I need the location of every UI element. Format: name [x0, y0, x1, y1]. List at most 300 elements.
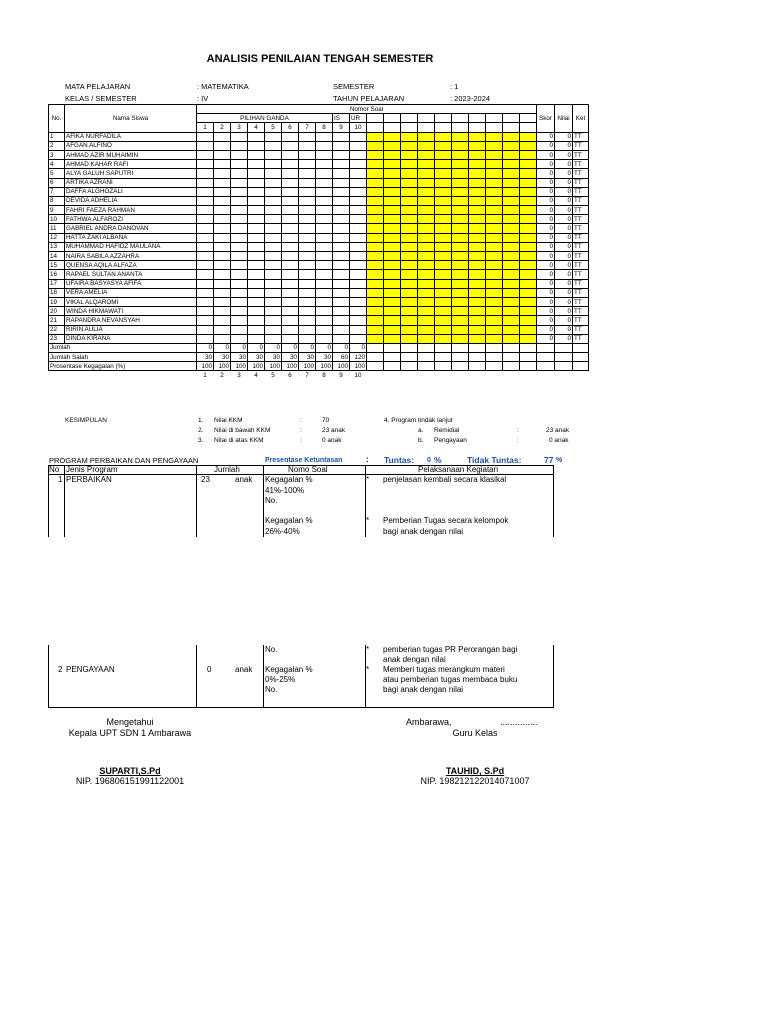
prosentase-row-value: 100: [214, 362, 231, 371]
prosentase-row-value: 100: [299, 362, 316, 371]
answer-cell-yellow: [520, 270, 537, 279]
student-row: [49, 141, 589, 150]
empty-cell: [537, 353, 555, 362]
student-nilai: 0: [555, 169, 573, 178]
jumlah-salah-row-value: 30: [299, 353, 316, 362]
answer-cell: [316, 169, 333, 178]
answer-cell-yellow: [418, 196, 435, 205]
answer-cell-yellow: [469, 169, 486, 178]
answer-cell-yellow: [401, 288, 418, 297]
answer-cell: [231, 215, 248, 224]
answer-cell: [248, 325, 265, 334]
pengayaan-kegiatan-0b: anak dengan nilai: [383, 655, 446, 664]
answer-cell: [299, 242, 316, 251]
skor-header: Skor: [537, 105, 555, 133]
answer-cell-yellow: [520, 242, 537, 251]
kesimpulan-item-value: 23 anak: [322, 427, 346, 434]
answer-cell: [265, 242, 282, 251]
empty-cell: [555, 362, 573, 371]
answer-cell: [214, 160, 231, 169]
answer-cell: [265, 169, 282, 178]
answer-cell: [248, 150, 265, 159]
answer-cell-yellow: [435, 233, 452, 242]
answer-cell: [197, 334, 214, 343]
answer-cell: [316, 141, 333, 150]
student-ket: TT: [573, 132, 589, 141]
empty-cell: [418, 123, 435, 132]
answer-cell-yellow: [469, 261, 486, 270]
answer-cell-yellow: [452, 233, 469, 242]
answer-cell: [299, 307, 316, 316]
answer-cell-yellow: [435, 316, 452, 325]
answer-cell: [282, 252, 299, 261]
answer-cell: [248, 288, 265, 297]
student-nilai: 0: [555, 150, 573, 159]
answer-cell: [316, 297, 333, 306]
answer-cell-yellow: [452, 242, 469, 251]
answer-cell-yellow: [486, 187, 503, 196]
answer-cell: [265, 288, 282, 297]
answer-cell-yellow: [401, 242, 418, 251]
student-row: [49, 261, 589, 270]
jumlah-salah-row-value: 30: [214, 353, 231, 362]
student-skor: 0: [537, 178, 555, 187]
answer-cell: [299, 224, 316, 233]
answer-cell: [197, 325, 214, 334]
student-skor: 0: [537, 307, 555, 316]
student-skor: 0: [537, 261, 555, 270]
answer-cell-yellow: [486, 196, 503, 205]
student-nilai: 0: [555, 206, 573, 215]
answer-cell-yellow: [401, 334, 418, 343]
answer-cell-yellow: [367, 187, 384, 196]
prosentase-row-value: 100: [316, 362, 333, 371]
answer-cell: [350, 242, 367, 251]
student-nilai: 0: [555, 242, 573, 251]
empty-cell: [469, 343, 486, 352]
student-ket: TT: [573, 307, 589, 316]
answer-cell: [231, 132, 248, 141]
student-row: [49, 334, 589, 343]
student-ket: TT: [573, 169, 589, 178]
kesimpulan-item-colon: :: [300, 417, 302, 424]
answer-cell-yellow: [469, 160, 486, 169]
answer-cell-yellow: [520, 178, 537, 187]
empty-cell: [520, 353, 537, 362]
answer-cell-yellow: [367, 178, 384, 187]
answer-cell: [231, 252, 248, 261]
answer-cell: [214, 242, 231, 251]
answer-cell: [265, 334, 282, 343]
student-no: 1: [49, 132, 65, 141]
answer-cell: [231, 160, 248, 169]
answer-cell-yellow: [384, 141, 401, 150]
answer-cell-yellow: [367, 316, 384, 325]
empty-cell: [503, 343, 520, 352]
student-name: AFGAN ALFINO: [65, 141, 197, 150]
kesimpulan-item-colon: :: [300, 437, 302, 444]
answer-cell: [316, 187, 333, 196]
answer-cell-yellow: [503, 252, 520, 261]
answer-cell: [282, 242, 299, 251]
student-row: [49, 224, 589, 233]
student-nilai: 0: [555, 334, 573, 343]
kesimpulan-item-value: 0 anak: [322, 437, 342, 444]
answer-cell-yellow: [435, 187, 452, 196]
student-no: 9: [49, 206, 65, 215]
prosentase-row-value: 100: [282, 362, 299, 371]
answer-cell: [350, 334, 367, 343]
answer-cell: [231, 169, 248, 178]
answer-cell: [316, 316, 333, 325]
answer-cell: [333, 242, 350, 251]
student-name: QUENSA AQILA ALFAZA: [65, 261, 197, 270]
kepala-name: SUPARTI,S.Pd: [99, 766, 161, 776]
answer-cell: [350, 206, 367, 215]
answer-cell-yellow: [384, 242, 401, 251]
nilai-header: Nilai: [555, 105, 573, 133]
answer-cell-yellow: [469, 187, 486, 196]
tidak-tuntas-label: Tidak Tuntas:: [467, 455, 522, 465]
empty-cell: [486, 343, 503, 352]
perbaikan-no: 1: [58, 475, 63, 484]
answer-cell-yellow: [469, 224, 486, 233]
student-no: 3: [49, 150, 65, 159]
answer-cell-yellow: [401, 141, 418, 150]
answer-cell-yellow: [418, 178, 435, 187]
answer-cell-yellow: [418, 160, 435, 169]
answer-cell: [197, 261, 214, 270]
question-number: 3: [231, 123, 248, 132]
answer-cell: [265, 224, 282, 233]
answer-cell-yellow: [435, 297, 452, 306]
answer-cell-yellow: [384, 132, 401, 141]
student-row: [49, 288, 589, 297]
answer-cell: [214, 316, 231, 325]
tuntas-value: 0: [427, 457, 431, 464]
student-ket: TT: [573, 196, 589, 205]
answer-cell: [333, 141, 350, 150]
answer-cell-yellow: [520, 261, 537, 270]
perbaikan-soal-1: Kegagalan %: [265, 475, 313, 484]
answer-cell: [265, 150, 282, 159]
answer-cell: [265, 206, 282, 215]
answer-cell: [316, 261, 333, 270]
answer-cell-yellow: [401, 169, 418, 178]
guru-name: TAUHID, S.Pd: [445, 766, 505, 776]
student-name: DINDA KIRANA: [65, 334, 197, 343]
pengayaan-soal-no-top: No.: [265, 645, 278, 654]
answer-cell: [265, 160, 282, 169]
kelas-value: : IV: [197, 94, 209, 103]
answer-cell: [197, 150, 214, 159]
answer-cell-yellow: [418, 132, 435, 141]
answer-cell-yellow: [435, 206, 452, 215]
answer-cell: [333, 261, 350, 270]
answer-cell-yellow: [435, 196, 452, 205]
answer-cell: [197, 279, 214, 288]
answer-cell-yellow: [435, 160, 452, 169]
empty-cell: [401, 353, 418, 362]
answer-cell: [316, 150, 333, 159]
answer-cell: [214, 279, 231, 288]
answer-cell: [248, 297, 265, 306]
answer-cell-yellow: [367, 334, 384, 343]
nama-header: Nama Siswa: [65, 105, 197, 133]
answer-cell-yellow: [418, 215, 435, 224]
answer-cell: [299, 141, 316, 150]
student-skor: 0: [537, 150, 555, 159]
answer-cell-yellow: [367, 169, 384, 178]
answer-cell: [231, 307, 248, 316]
answer-cell: [350, 178, 367, 187]
answer-cell: [214, 178, 231, 187]
perbaikan-soal-5: 26%-40%: [265, 527, 300, 536]
answer-cell-yellow: [367, 270, 384, 279]
answer-cell-yellow: [418, 169, 435, 178]
student-ket: TT: [573, 215, 589, 224]
answer-cell-yellow: [384, 196, 401, 205]
question-number-footer: 10: [354, 372, 362, 380]
student-ket: TT: [573, 334, 589, 343]
remidial-num: a.: [418, 427, 424, 434]
answer-cell-yellow: [503, 178, 520, 187]
empty-cell: [520, 123, 537, 132]
student-skor: 0: [537, 288, 555, 297]
answer-cell: [333, 297, 350, 306]
empty-cell: [573, 353, 589, 362]
answer-cell-yellow: [367, 215, 384, 224]
prosentase-row-label: Prosentase Kegagalan (%): [49, 362, 197, 371]
answer-cell: [197, 169, 214, 178]
perbaikan-jumlah: 23: [201, 475, 210, 484]
answer-cell-yellow: [435, 178, 452, 187]
kesimpulan-item-value: 70: [322, 417, 330, 424]
empty-cell: [486, 353, 503, 362]
answer-cell-yellow: [520, 160, 537, 169]
answer-cell-yellow: [401, 178, 418, 187]
answer-cell-yellow: [418, 261, 435, 270]
answer-cell: [248, 252, 265, 261]
question-number: 8: [316, 123, 333, 132]
answer-cell: [197, 233, 214, 242]
student-name: AHMAD AZIR MUHAIMIN: [65, 150, 197, 159]
answer-cell: [282, 334, 299, 343]
pengayaan-no: 2: [58, 665, 63, 674]
pengayaan-colon: :: [517, 437, 519, 444]
student-row: [49, 132, 589, 141]
answer-cell: [214, 150, 231, 159]
answer-cell-yellow: [367, 261, 384, 270]
answer-cell: [265, 307, 282, 316]
answer-cell-yellow: [520, 288, 537, 297]
student-no: 6: [49, 178, 65, 187]
empty-cell: [435, 362, 452, 371]
question-number: 5: [265, 123, 282, 132]
student-row: [49, 307, 589, 316]
kesimpulan-item-colon: :: [300, 427, 302, 434]
answer-cell: [299, 215, 316, 224]
pilihan-ganda-header: PILIHAN GANDA: [197, 114, 333, 123]
question-number: 7: [299, 123, 316, 132]
answer-cell-yellow: [418, 224, 435, 233]
student-nilai: 0: [555, 215, 573, 224]
answer-cell: [333, 215, 350, 224]
pengayaan-jumlah: 0: [207, 665, 212, 674]
answer-cell: [316, 325, 333, 334]
answer-cell: [316, 270, 333, 279]
answer-cell-yellow: [401, 270, 418, 279]
answer-cell: [265, 141, 282, 150]
student-skor: 0: [537, 233, 555, 242]
answer-cell-yellow: [418, 187, 435, 196]
student-no: 5: [49, 169, 65, 178]
answer-cell: [197, 132, 214, 141]
answer-cell-yellow: [452, 288, 469, 297]
answer-cell-yellow: [435, 288, 452, 297]
jumlah-salah-row-value: 30: [197, 353, 214, 362]
student-row: [49, 242, 589, 251]
answer-cell-yellow: [469, 334, 486, 343]
answer-cell-yellow: [452, 270, 469, 279]
no-header: No.: [49, 105, 65, 133]
pengayaan-kegiatan-1b: atau pemberian tugas membaca buku: [383, 675, 518, 684]
answer-cell: [316, 242, 333, 251]
answer-cell-yellow: [418, 316, 435, 325]
perbaikan-soal-4: Kegagalan %: [265, 516, 313, 525]
answer-cell-yellow: [384, 288, 401, 297]
answer-cell: [197, 178, 214, 187]
answer-cell: [265, 252, 282, 261]
answer-cell: [282, 169, 299, 178]
student-ket: TT: [573, 297, 589, 306]
jumlah-row-value: 0: [214, 343, 231, 352]
answer-cell-yellow: [486, 279, 503, 288]
answer-cell-yellow: [401, 224, 418, 233]
answer-cell-yellow: [367, 252, 384, 261]
student-skor: 0: [537, 242, 555, 251]
student-ket: TT: [573, 150, 589, 159]
kesimpulan-item-label: Nilai di bawah KKM: [214, 427, 271, 434]
answer-cell-yellow: [503, 325, 520, 334]
answer-cell-yellow: [520, 297, 537, 306]
answer-cell-yellow: [486, 150, 503, 159]
student-skor: 0: [537, 224, 555, 233]
mapel-value: : MATEMATIKA: [197, 82, 249, 91]
student-no: 12: [49, 233, 65, 242]
guru-title: Guru Kelas: [452, 728, 498, 738]
answer-cell: [282, 141, 299, 150]
answer-cell-yellow: [401, 132, 418, 141]
prosentase-row: [49, 362, 589, 371]
perbaikan-bullet-1: *: [366, 475, 370, 484]
answer-cell-yellow: [452, 279, 469, 288]
prog-pelaksanaan-header: Pelaksanaan Kegiatan: [418, 465, 499, 474]
empty-cell: [537, 343, 555, 352]
jumlah-row-value: 0: [316, 343, 333, 352]
answer-cell: [214, 261, 231, 270]
answer-cell-yellow: [367, 242, 384, 251]
answer-cell-yellow: [435, 270, 452, 279]
answer-cell: [316, 206, 333, 215]
answer-cell-yellow: [469, 150, 486, 159]
empty-cell: [469, 353, 486, 362]
prosentase-row-value: 100: [197, 362, 214, 371]
guru-nip: NIP. 198212122014071007: [420, 776, 530, 786]
answer-cell-yellow: [520, 187, 537, 196]
answer-cell: [265, 178, 282, 187]
student-no: 11: [49, 224, 65, 233]
program-title: PROGRAM PERBAIKAN DAN PENGAYAAN: [49, 456, 199, 465]
answer-cell: [299, 150, 316, 159]
answer-cell-yellow: [520, 150, 537, 159]
answer-cell-yellow: [503, 270, 520, 279]
pengayaan-soal-3: No.: [265, 685, 278, 694]
student-ket: TT: [573, 160, 589, 169]
answer-cell: [316, 279, 333, 288]
answer-cell: [265, 297, 282, 306]
answer-cell: [299, 169, 316, 178]
answer-cell: [248, 178, 265, 187]
student-name: NAIRA SABILA AZZAHRA: [65, 252, 197, 261]
answer-cell: [231, 325, 248, 334]
answer-cell: [214, 288, 231, 297]
answer-cell: [299, 316, 316, 325]
student-name: ARTIKA AZRANI: [65, 178, 197, 187]
empty-cell: [384, 123, 401, 132]
answer-cell: [350, 307, 367, 316]
answer-cell-yellow: [435, 307, 452, 316]
answer-cell-yellow: [469, 233, 486, 242]
answer-cell: [282, 187, 299, 196]
prosentase-row-value: 100: [248, 362, 265, 371]
student-nilai: 0: [555, 288, 573, 297]
answer-cell-yellow: [486, 252, 503, 261]
question-number: 2: [214, 123, 231, 132]
student-no: 7: [49, 187, 65, 196]
answer-cell: [316, 334, 333, 343]
student-row: [49, 233, 589, 242]
answer-cell-yellow: [384, 252, 401, 261]
answer-cell: [197, 206, 214, 215]
empty-cell: [452, 362, 469, 371]
answer-cell: [316, 233, 333, 242]
student-nilai: 0: [555, 252, 573, 261]
answer-cell: [333, 334, 350, 343]
answer-cell: [282, 307, 299, 316]
answer-cell-yellow: [486, 297, 503, 306]
remidial-label: Remidial: [434, 427, 460, 434]
answer-cell-yellow: [384, 325, 401, 334]
presentase-colon: :: [366, 455, 369, 464]
answer-cell: [333, 279, 350, 288]
jumlah-salah-row: [49, 353, 589, 362]
answer-cell: [231, 288, 248, 297]
answer-cell-yellow: [469, 132, 486, 141]
answer-cell-yellow: [520, 224, 537, 233]
answer-cell-yellow: [452, 297, 469, 306]
answer-cell: [282, 196, 299, 205]
student-name: VIKAL ALQAROMI: [65, 297, 197, 306]
kelas-label: KELAS / SEMESTER: [65, 94, 137, 103]
answer-cell: [333, 270, 350, 279]
question-number-footer: 6: [288, 372, 292, 380]
answer-cell: [265, 196, 282, 205]
tahun-label: TAHUN PELAJARAN: [333, 94, 405, 103]
student-no: 10: [49, 215, 65, 224]
answer-cell-yellow: [401, 187, 418, 196]
answer-cell-yellow: [367, 307, 384, 316]
